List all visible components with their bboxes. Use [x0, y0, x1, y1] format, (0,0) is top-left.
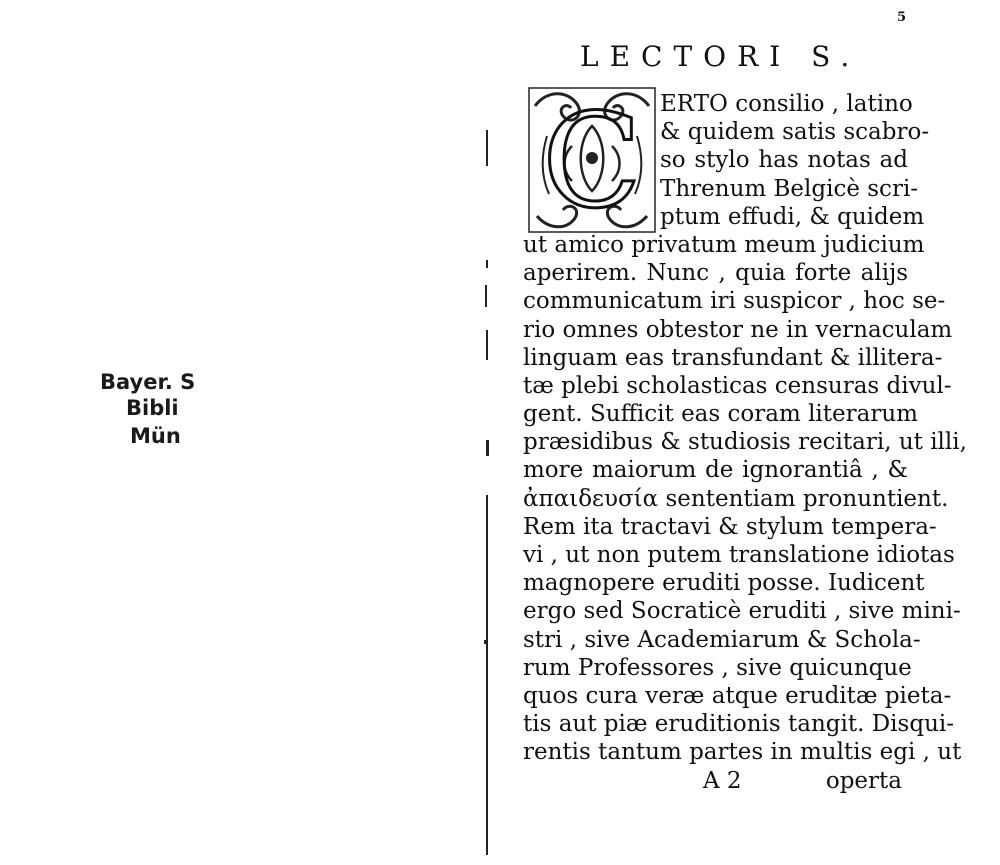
text-line: quos cura veræ atque eruditæ pieta- [523, 682, 952, 709]
page-number: 5 [897, 10, 907, 25]
text-line: rentis tantum partes in multis egi , ut [523, 739, 962, 766]
text-line: magnopere eruditi posse. Iudicent [523, 570, 925, 597]
text-line: stri , sive Academiarum & Schola- [523, 626, 921, 653]
stamp-line-2: Bibli [126, 396, 179, 420]
text-line: linguam eas transfundant & illitera- [523, 344, 943, 371]
text-line: tæ plebi scholasticas censuras divul- [523, 372, 952, 399]
text-line: communicatum iri suspicor , hoc se- [523, 288, 946, 315]
initial-letter: C [542, 86, 642, 234]
binding-gutter [484, 120, 496, 860]
text-line: ERTO consilio , latino [660, 91, 913, 117]
body-text [523, 90, 967, 795]
stamp-line-3: Mün [130, 424, 181, 448]
text-line: Threnum Belgicè scri- [660, 175, 919, 202]
text-line: rum Professores , sive quicunque [523, 654, 912, 681]
page-heading: LECTORI S. [580, 40, 861, 73]
text-line: vi , ut non putem translatione idiotas [523, 542, 955, 568]
library-stamp [100, 370, 220, 460]
stamp-line-1: Bayer. S [100, 370, 196, 394]
text-line: Rem ita tractavi & stylum tempera- [523, 513, 937, 540]
text-line: ergo sed Socraticè eruditi , sive mini- [523, 598, 961, 625]
footer-line [523, 767, 908, 795]
text-line: ptum effudi, & quidem [660, 203, 925, 230]
text-line: more maiorum de ignorantiâ , & [523, 457, 908, 484]
signature-mark: A 2 [703, 767, 742, 794]
text-line: aperirem. Nunc , quia forte alijs [523, 260, 908, 287]
text-line: ἀπαιδευσία sententiam pronuntient. [523, 485, 949, 512]
text-line: tis aut piæ eruditionis tangit. Disqui- [523, 711, 955, 738]
text-line: so stylo has notas ad [660, 147, 908, 174]
catchword: operta [825, 767, 902, 794]
text-line: gent. Sufficit eas coram literarum [523, 401, 918, 428]
text-line: rio omnes obtestor ne in vernaculam [523, 316, 953, 343]
text-line: ut amico privatum meum judicium [523, 231, 925, 258]
text-line: & quidem satis scabro- [660, 119, 930, 146]
text-line: præsidibus & studiosis recitari, ut illi, [523, 429, 967, 456]
